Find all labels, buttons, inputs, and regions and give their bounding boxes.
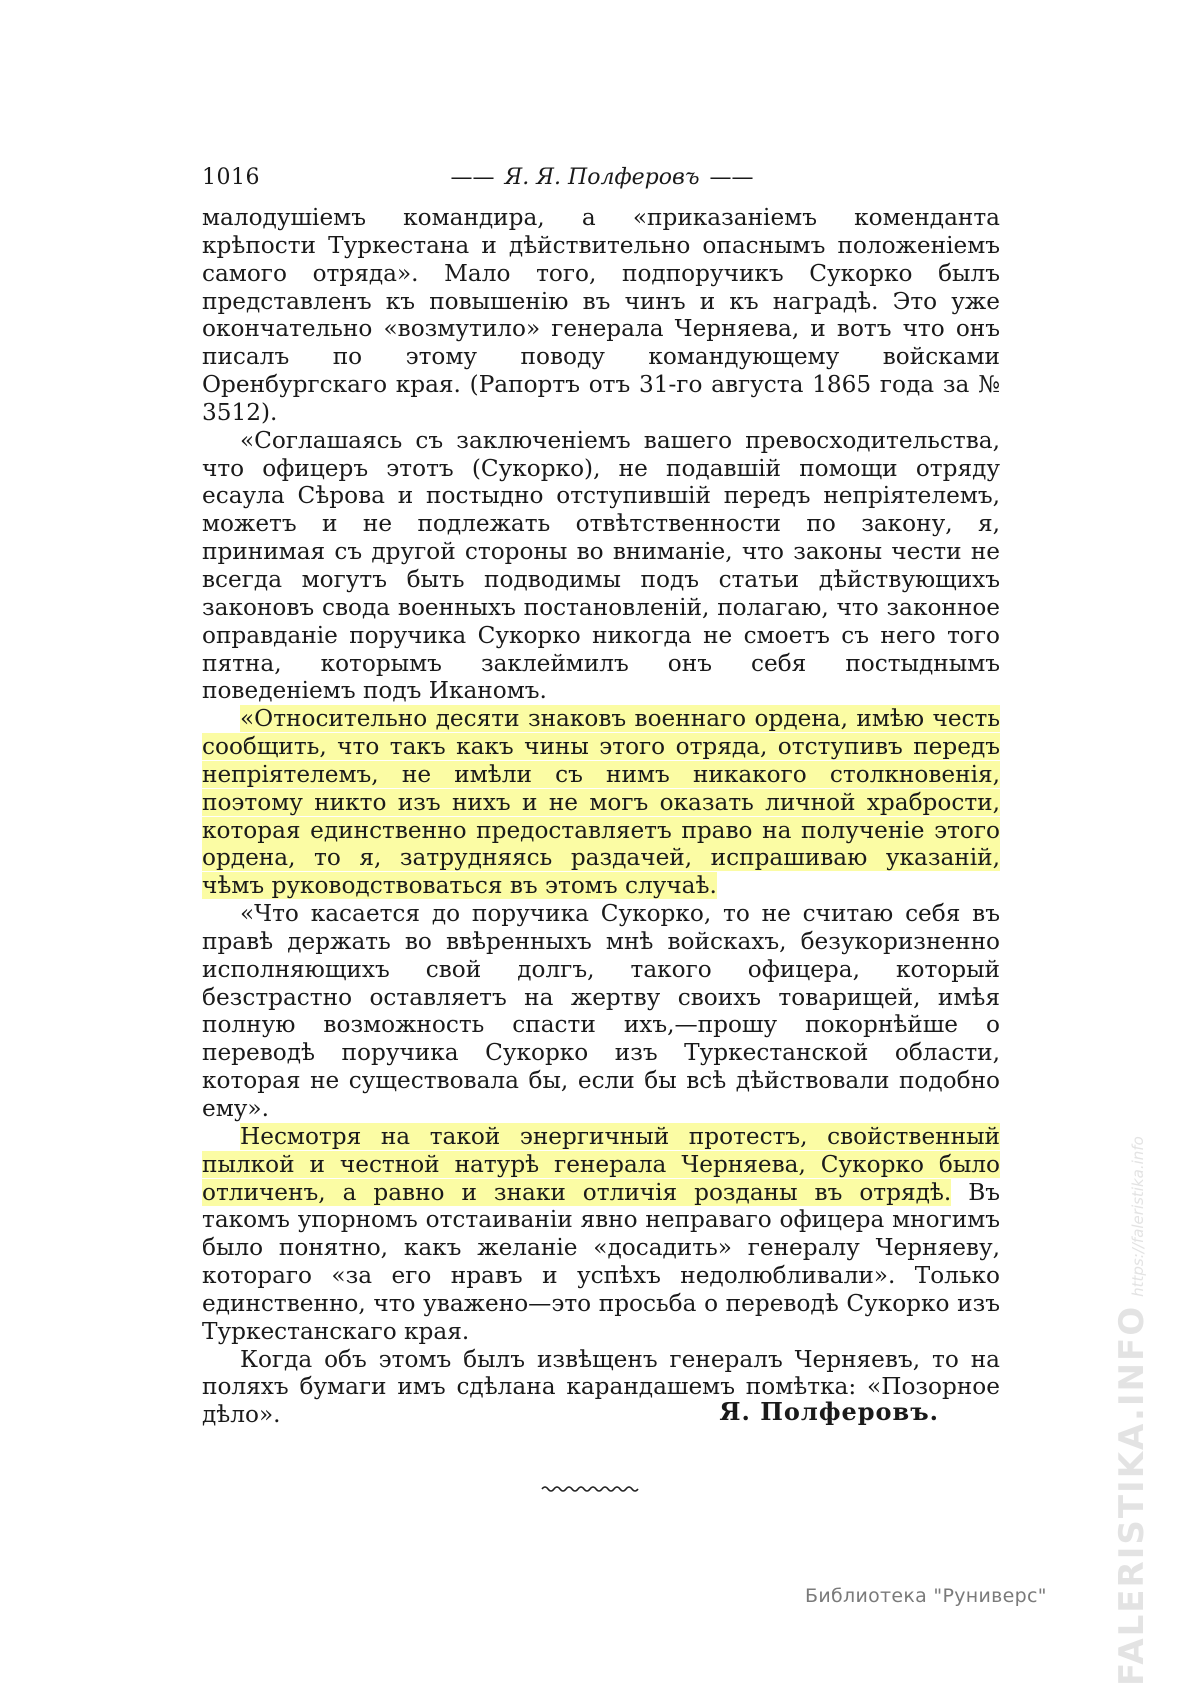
paragraph [202,427,1000,705]
paragraph [202,900,1000,1123]
paragraph-partly-highlighted [202,1123,1000,1346]
paragraph-text: малодушіемъ командира, а «приказаніемъ коменданта крѣпости Туркестана и дѣйствительно опаснымъ положеніемъ самого отряда». Мало того, подпоручикъ Сукорко былъ представленъ къ повышенію въ чинъ и къ наградѣ. Это уже окончательно «возмутило» генерала Черняева, и вотъ что онъ писалъ по этому поводу командующему войсками Оренбургскаго края. (Рапортъ отъ 31-го августа 1865 года за № 3512). [202,204,1000,426]
author-signature: Я. Полферовъ. [719,1397,939,1426]
paragraph-text: Въ такомъ упорномъ отстаиваніи явно неправаго офицера многимъ было понятно, какъ желаніе «досадить» генералу Черняеву, котораго «за его нравъ и успѣхъ недолюбливали». Только единственно, что уважено—это просьба о переводѣ Сукорко изъ Туркестанскаго края. [202,1178,1001,1345]
library-watermark: Библиотека "Руниверс" [805,1585,1047,1607]
paragraph [202,204,1000,427]
paragraph-text: Когда объ этомъ былъ извѣщенъ генералъ Черняевъ, то на поляхъ бумаги имъ сдѣлана карандашемъ помѣтка: «Позорное дѣло». [202,1345,1000,1429]
side-watermark [1112,1136,1152,1686]
paragraph-text: «Что касается до поручика Сукорко, то не считаю себя въ правѣ держать во ввѣренныхъ мнѣ войскахъ, безукоризненно исполняющихъ свой долгъ, такого офицера, который безстрастно оставляетъ на жертву своихъ товарищей, имѣя полную возможность спасти ихъ,—прошу покорнѣйше о переводѣ поручика Сукорко изъ Туркестанской области, которая не существовала бы, если бы всѣ дѣйствовали подобно ему». [202,900,1000,1122]
body-text [202,204,1000,1429]
page-number: 1016 [202,165,260,190]
end-ornament-icon [540,1482,640,1494]
running-head-title: Я. Я. Полферовъ [504,165,700,190]
watermark-brand: FALERISTIKA.INFO [1112,1304,1152,1686]
highlighted-text: Несмотря на такой энергичный протестъ, свойственный пылкой и честной натурѣ генерала Черняева, Сукорко было отличенъ, а равно и знаки отличія розданы въ отрядѣ. [202,1122,1000,1206]
running-head-dash-left: —— [450,165,495,190]
paragraph-text: «Соглашаясь съ заключеніемъ вашего превосходительства, что офицеръ этотъ (Сукорко), не подавшій помощи отряду есаула Сѣрова и постыдно отступившій передъ непріятелемъ, можетъ и не подлежать отвѣтственности по закону, я, принимая съ другой стороны во вниманіе, что законы чести не всегда могутъ быть подводимы подъ статьи дѣйствующихъ законовъ свода военныхъ постановленій, полагаю, что законное оправданіе поручика Сукорко никогда не смоетъ съ него того пятна, которымъ заклеймилъ онъ себя постыднымъ поведеніемъ подъ Иканомъ. [202,426,1000,705]
running-head [202,160,1002,196]
highlighted-text: «Относительно десяти знаковъ военнаго ордена, имѣю честь сообщить, что такъ какъ чины этого отряда, отступивъ передъ непріятелемъ, не имѣли съ нимъ никакого столкновенія, поэтому никто изъ нихъ и не могъ оказать личной храбрости, которая единственно предоставляетъ право на полученіе этого ордена, то я, затрудняясь раздачей, испрашиваю указаній, чѣмъ руководствоваться въ этомъ случаѣ. [202,705,1000,900]
paragraph-highlighted [202,705,1000,900]
page-header [202,160,1002,196]
running-head-dash-right: —— [709,165,754,190]
watermark-url: https://faleristika.info [1129,1136,1147,1297]
